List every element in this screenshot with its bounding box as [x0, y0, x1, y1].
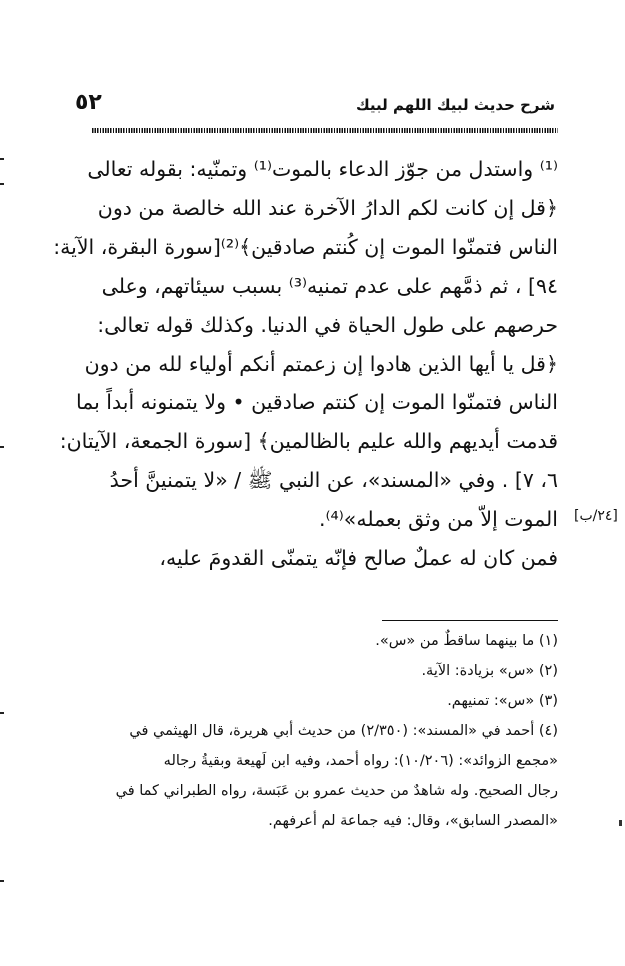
footnote-continuation: «مجمع الزوائد»: (١٠/٢٠٦): رواه أحمد، وفيه ابن لَهيعة وبقيةُ رجاله [163, 753, 558, 769]
scan-edge-mark [0, 880, 4, 882]
header-rule [92, 128, 558, 133]
scan-edge-mark [0, 446, 4, 448]
scan-edge-mark [619, 820, 622, 826]
scan-edge-mark [0, 158, 4, 160]
scan-edge-mark [0, 183, 4, 185]
text-line: ﴿قل إن كانت لكم الدارُ الآخرة عند الله خالصة من دون [97, 195, 558, 220]
footnote-continuation: «المصدر السابق»، وقال: فيه جماعة لم أعرفهم. [268, 813, 558, 829]
text-line: فمن كان له عملٌ صالح فإنّه يتمنّى القدومَ عليه، [159, 546, 558, 571]
running-title: شرح حديث لبيك اللهم لبيك [355, 96, 555, 114]
text-line: حرصهم على طول الحياة في الدنيا. وكذلك قوله تعالى: [97, 312, 558, 337]
footnote: (١) ما بينهما ساقطٌ من «س». [375, 633, 558, 649]
text-line: ﴿قل يا أيها الذين هادوا إن زعمتم أنكم أولياء لله من دون [84, 351, 558, 376]
manuscript-folio-note: [٢٤/ب] [574, 508, 618, 524]
footnote: (٢) «س» بزيادة: الآية. [421, 663, 558, 679]
text-line: قدمت أيديهم والله عليم بالظالمين﴾ [سورة الجمعة، الآيتان: [59, 429, 558, 454]
page-number: ٥٢ [75, 90, 102, 115]
text-line: الناس فتمنّوا الموت إن كنتم صادقين • ولا يتمنونه أبداً بما [75, 390, 558, 415]
text-line: الناس فتمنّوا الموت إن كُنتم صادقين﴾⁽²⁾[سورة البقرة، الآية: [53, 234, 558, 259]
text-line: الموت إلاّ من وثق بعمله»⁽⁴⁾. [318, 507, 558, 532]
text-line: ٩٤] ، ثم ذمَّهم على عدم تمنيه⁽³⁾ بسبب سيئاتهم، وعلى [101, 273, 558, 298]
text-line: ٦، ٧] . وفي «المسند»، عن النبي ﷺ / «لا يتمنينَّ أحدُ [109, 468, 558, 493]
footnotes [92, 626, 558, 836]
text-line: ⁽¹⁾ واستدل من جوّز الدعاء بالموت⁽¹⁾ وتمنّيه: بقوله تعالى [87, 157, 558, 181]
footnote: (٤) أحمد في «المسند»: (٢/٣٥٠) من حديث أبي هريرة، قال الهيثمي في [129, 723, 558, 739]
main-text [53, 150, 558, 578]
scan-edge-mark [0, 712, 4, 714]
footnote-continuation: رجال الصحيح. وله شاهدٌ من حديث عمرو بن عَبَسة، رواه الطبراني كما في [115, 783, 558, 799]
footnote-separator [382, 620, 558, 621]
footnote: (٣) «س»: تمنيهم. [447, 693, 558, 709]
